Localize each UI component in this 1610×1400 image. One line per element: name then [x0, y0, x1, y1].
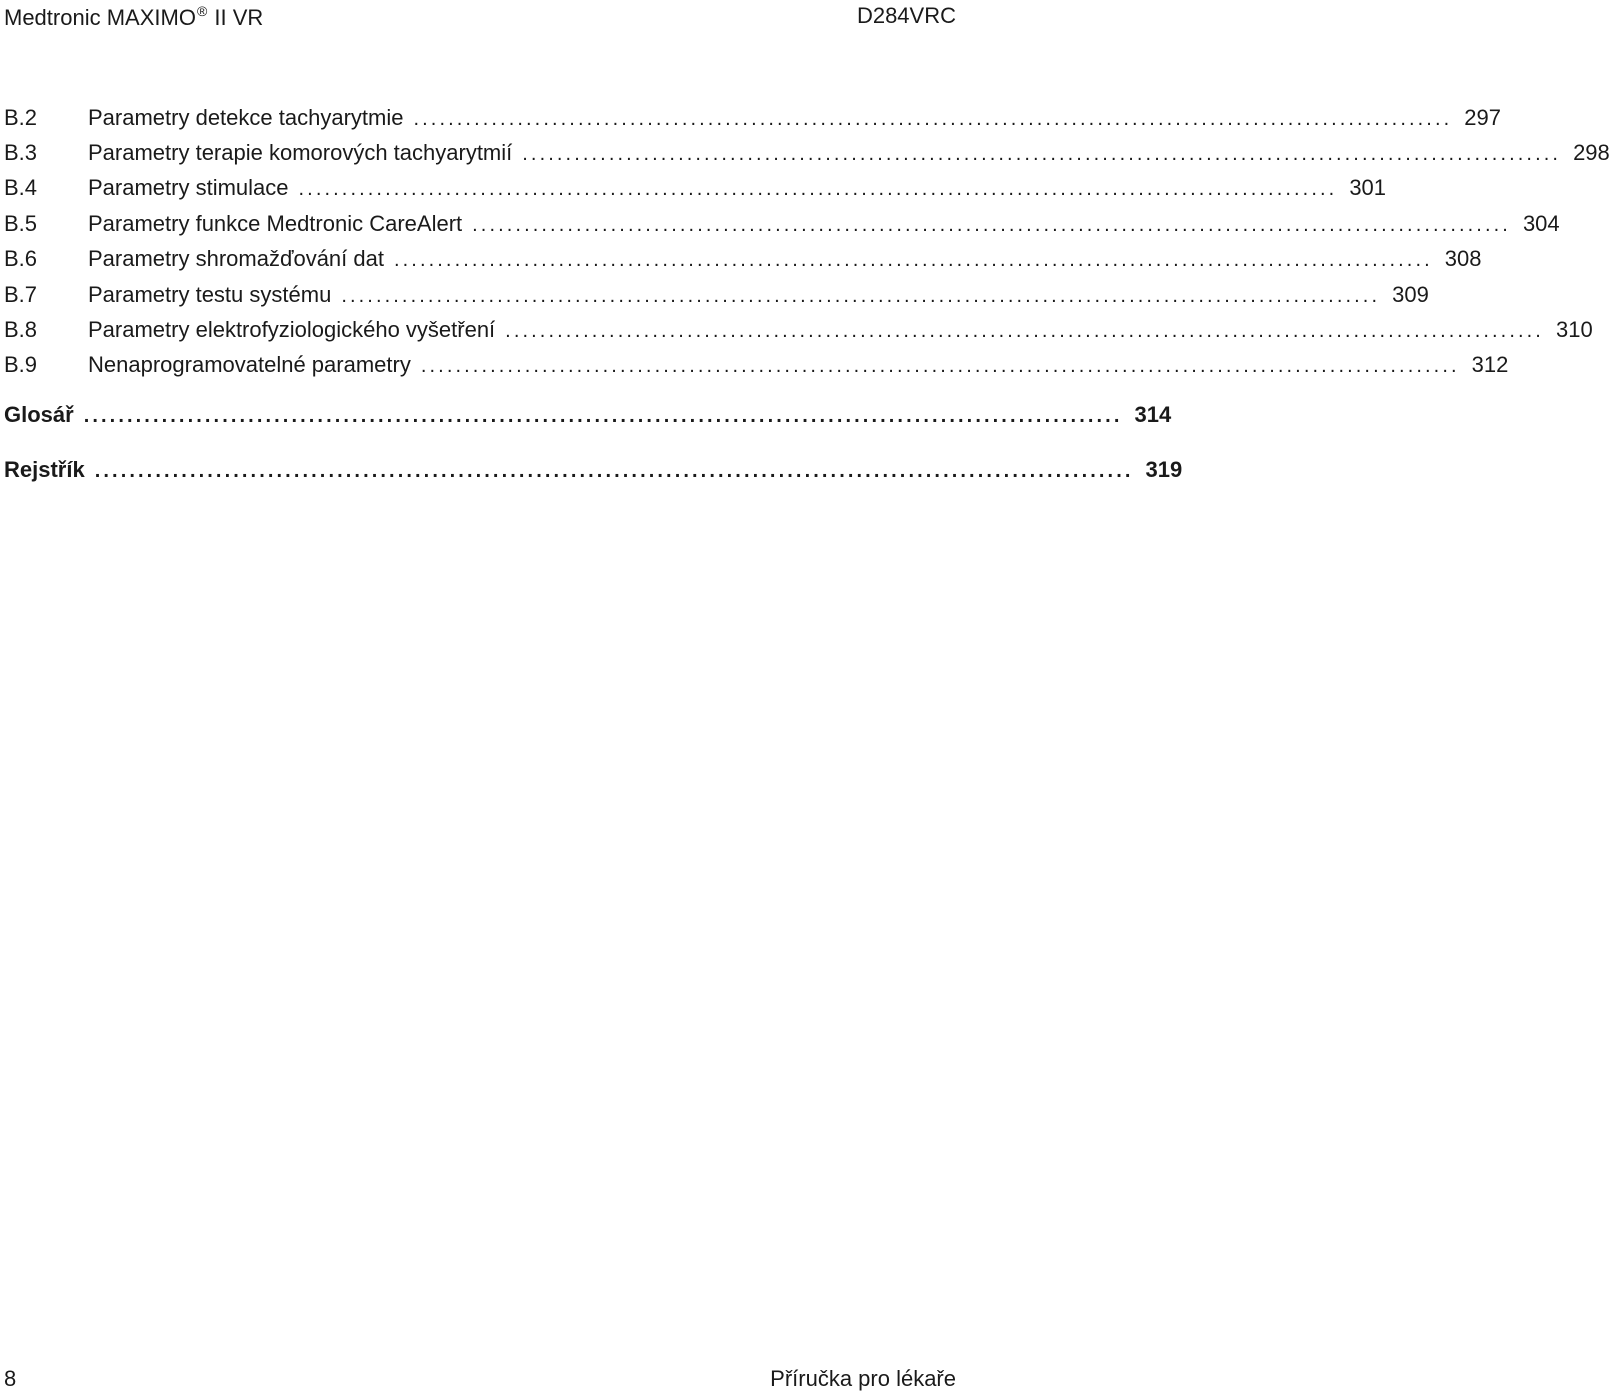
product-name-suffix: II VR	[214, 5, 264, 30]
toc-entry-glossary[interactable]	[0, 397, 1172, 433]
toc-entry-title: Glosář	[4, 402, 74, 427]
toc-entry-title: Parametry terapie komorových tachyarytmií	[88, 140, 513, 166]
dot-leader: ........................................................................................................................	[83, 405, 1123, 427]
toc-entry-number: B.5	[4, 210, 38, 236]
toc-entry[interactable]	[0, 242, 1482, 277]
product-name: Medtronic MAXIMO	[4, 5, 196, 30]
toc-entry-number: B.9	[4, 352, 38, 378]
toc-entry-page: 319	[1145, 457, 1183, 482]
toc-entry-title: Rejstřík	[4, 457, 85, 482]
footer-page-number: 8	[4, 1366, 17, 1391]
toc-entry-number: B.7	[4, 281, 38, 307]
toc-entry-page: 312	[1471, 352, 1509, 378]
toc-entry-title: Parametry detekce tachyarytmie	[88, 104, 404, 130]
toc-entry-page: 309	[1392, 281, 1429, 307]
toc-entry-page: 314	[1134, 402, 1172, 427]
toc-entry[interactable]	[0, 277, 1429, 312]
dot-leader: ........................................................................................................................	[298, 178, 1338, 201]
footer-title: Příručka pro lékaře	[770, 1366, 956, 1391]
dot-leader: ........................................................................................................................	[413, 107, 1453, 130]
document-code: D284VRC	[856, 3, 956, 28]
toc-entry-number: B.8	[4, 317, 38, 343]
dot-leader: ........................................................................................................................	[522, 143, 1562, 166]
dot-leader: ........................................................................................................................	[420, 355, 1460, 378]
toc-entry-number: B.3	[4, 140, 38, 166]
toc-entry-title: Parametry stimulace	[88, 175, 289, 201]
toc-entry-page: 304	[1522, 210, 1560, 236]
dot-leader: ........................................................................................................................	[94, 460, 1134, 482]
toc-entry-page: 298	[1573, 140, 1610, 166]
toc-entry[interactable]	[0, 100, 1501, 135]
dot-leader: ........................................................................................................................	[341, 284, 1381, 307]
page-header	[0, 0, 960, 34]
toc-entry-title: Parametry funkce Medtronic CareAlert	[88, 210, 463, 236]
toc-entry-title: Parametry shromažďování dat	[88, 246, 384, 272]
toc-entry[interactable]	[0, 171, 1387, 206]
toc-entry-page: 310	[1555, 317, 1593, 343]
table-of-contents	[0, 100, 1610, 383]
toc-entry-index[interactable]	[0, 452, 1183, 488]
registered-mark: ®	[196, 3, 208, 19]
toc-entry[interactable]	[0, 348, 1509, 383]
toc-entry-number: B.2	[4, 104, 38, 130]
toc-entry-title: Parametry elektrofyziologického vyšetření	[88, 317, 496, 343]
dot-leader: ........................................................................................................................	[505, 320, 1544, 343]
toc-entry-number: B.4	[4, 175, 38, 201]
toc-entry-number: B.6	[4, 246, 38, 272]
toc-entry-page: 308	[1444, 246, 1482, 272]
toc-entry[interactable]	[0, 135, 1610, 170]
toc-entry-page: 297	[1464, 104, 1501, 130]
toc-entry-title: Parametry testu systému	[88, 281, 332, 307]
toc-entry-title: Nenaprogramovatelné parametry	[88, 352, 411, 378]
dot-leader: ........................................................................................................................	[472, 213, 1511, 236]
dot-leader: ........................................................................................................................	[393, 249, 1433, 272]
document-title	[4, 3, 263, 31]
toc-entry-page: 301	[1349, 175, 1387, 201]
toc-entry[interactable]	[0, 312, 1593, 347]
toc-entry[interactable]	[0, 206, 1560, 241]
